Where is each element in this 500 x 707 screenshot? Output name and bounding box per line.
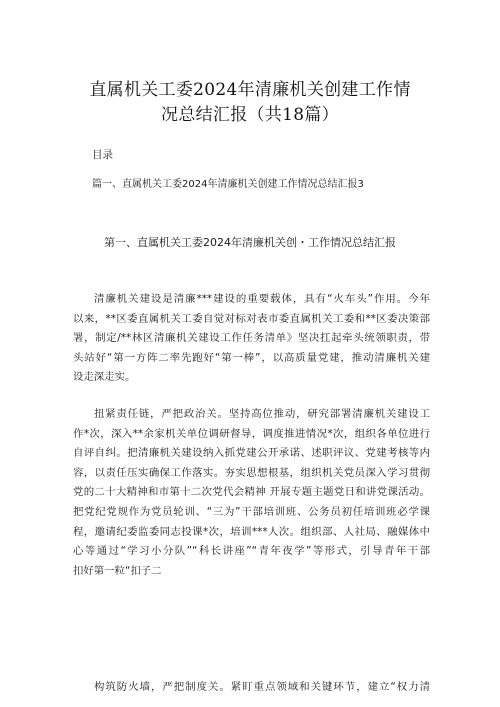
toc-heading: 目录: [92, 149, 113, 161]
paragraph-line: 心等通过“学习小分队”“科长讲座”“青年夜学”等形式，引导青年干部: [73, 545, 430, 558]
paragraph-line: 头站好“第一方阵二率先跑好“第一棒”，以高质量党建，推动清廉机关建: [73, 351, 430, 364]
paragraph-1: [73, 290, 430, 388]
paragraph-line: 作*次，深入**余家机关单位调研督导，调度推进情况*次，组织各单位进行: [73, 427, 430, 440]
toc-item-link[interactable]: 篇一、直属机关工委2024年清廉机关创建工作情况总结汇报3: [92, 179, 364, 190]
paragraph-line: 容，以责任压实确保工作落实。夯实思想根基，组织机关党员深入学习贯彻: [73, 466, 430, 479]
paragraph-line: 党的二十大精神和市第十二次党代会精神 开展专题主题党日和讲党课活动。: [73, 486, 430, 499]
paragraph-line: 清廉机关建设是清廉***建设的重要载体，具有“火车头”作用。今年: [94, 293, 430, 305]
paragraph-line: 程，邀请纪委监委同志投课*次，培训***人次。组织部、人社局、融媒体中: [73, 525, 430, 538]
document-title-line-1: 直属机关工委2024年清廉机关创建工作情: [89, 80, 411, 100]
document-title: [40, 78, 460, 128]
paragraph-2: [73, 405, 430, 581]
paragraph-line: 构筑防火墙，严把制度关。紧盯重点领域和关键环节，建立“权力清: [94, 681, 430, 693]
paragraph-line: 把党纪党规作为党员轮训、“三为”干部培训班、公务员初任培训班必学课: [73, 505, 430, 518]
paragraph-line: 扭紧责任链，严把政治关。坚持高位推动，研究部署清廉机关建设工: [94, 408, 430, 420]
section-heading: 第一、直属机关工委2024年清廉机关创・工作情况总结汇报: [104, 236, 396, 249]
paragraph-line: 设走深走实。: [73, 371, 136, 384]
paragraph-line: 以来，**区委直属机关工委自觉对标对表市委直属机关工委和**区委决策部: [73, 312, 430, 325]
paragraph-line: 扣好第一粒“扣子二: [73, 564, 162, 577]
paragraph-line: 署，制定/**林区清廉机关建设工作任务清单》坚决扛起牵头统领职责，带: [73, 332, 430, 345]
paragraph-line: 自评自纠。把清廉机关建设纳入抓党建公开承诺、述职评议、党建考核等内: [73, 447, 430, 460]
document-title-line-2: 况总结汇报（共18篇）: [161, 105, 339, 125]
paragraph-3: [73, 678, 430, 698]
